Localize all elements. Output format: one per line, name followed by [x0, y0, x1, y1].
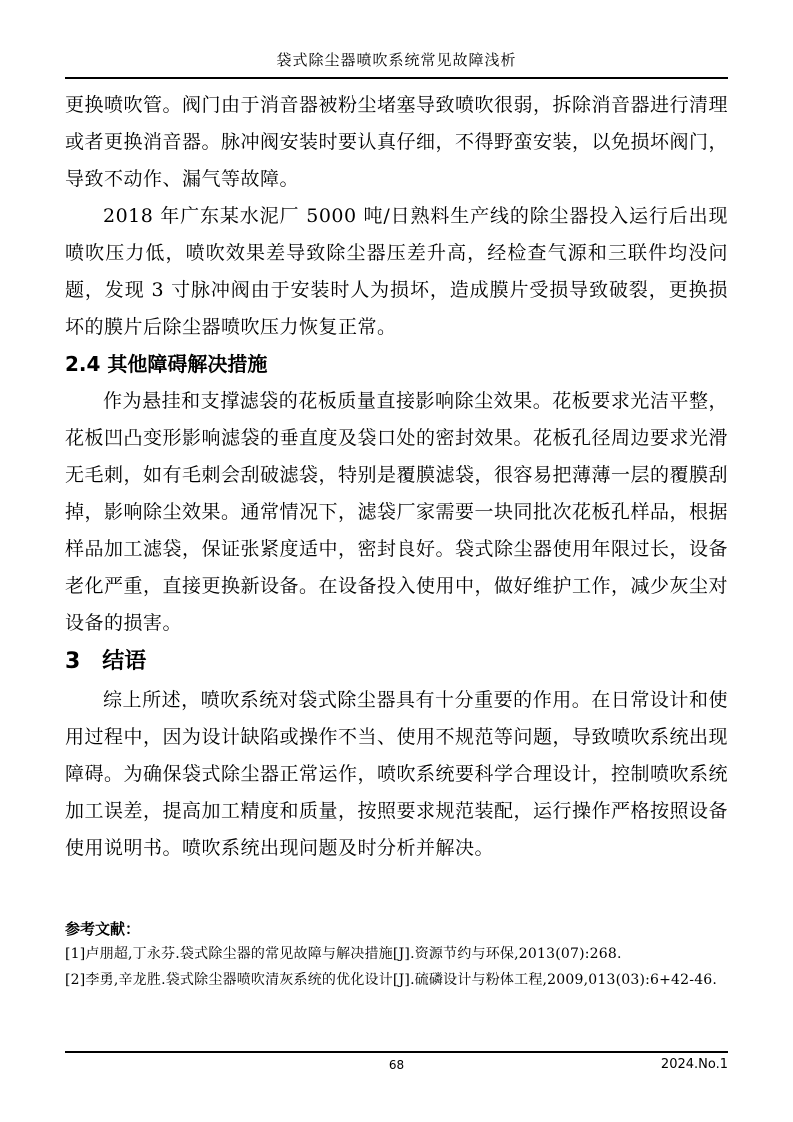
paragraph-case-study: 2018 年广东某水泥厂 5000 吨/日熟料生产线的除尘器投入运行后出现喷吹压力低，喷吹效果差导致除尘器压差升高，经检查气源和三联件均没问题，发现 3 寸脉冲阀由于安装时人为损坏，造成膜片受损导致破裂，更换损坏的膜片后除尘器喷吹压力恢复正常。	[65, 205, 728, 338]
reference-item: [2]李勇,辛龙胜.袋式除尘器喷吹清灰系统的优化设计[J].硫磷设计与粉体工程,2009,013(03):6+42-46.	[65, 972, 718, 988]
running-title: 袋式除尘器喷吹系统常见故障浅析	[276, 51, 517, 69]
footer-row	[65, 1055, 728, 1077]
reference-item: [1]卢朋超,丁永芬.袋式除尘器的常见故障与解决措施[J].资源节约与环保,2013(07):268.	[65, 946, 622, 962]
references-heading: 参考文献：	[65, 920, 141, 938]
article-body	[65, 79, 728, 993]
footer-rule	[65, 1051, 728, 1053]
paragraph-continuation: 更换喷吹管。阀门由于消音器被粉尘堵塞导致喷吹很弱，拆除消音器进行清理或者更换消音器。脉冲阀安装时要认真仔细，不得野蛮安装，以免损坏阀门，导致不动作、漏气等故障。	[65, 94, 729, 190]
section-heading-2-4: 2.4 其他障碍解决措施	[65, 352, 268, 376]
page-number: 68	[388, 1058, 405, 1072]
references-section	[65, 917, 728, 993]
section-heading-3: 3 结语	[65, 649, 147, 674]
paragraph-conclusion: 综上所述，喷吹系统对袋式除尘器具有十分重要的作用。在日常设计和使用过程中，因为设计缺陷或操作不当、使用不规范等问题，导致喷吹系统出现障碍。为确保袋式除尘器正常运作，喷吹系统要科学合理设计，控制喷吹系统加工误差，提高加工精度和质量，按照要求规范装配，运行操作严格按照设备使用说明书。喷吹系统出现问题及时分析并解决。	[65, 689, 729, 859]
issue-label: 2024.No.1	[660, 1057, 728, 1072]
page-header	[65, 0, 728, 79]
paragraph-section-2-4: 作为悬挂和支撑滤袋的花板质量直接影响除尘效果。花板要求光洁平整，花板凹凸变形影响滤袋的垂直度及袋口处的密封效果。花板孔径周边要求光滑无毛刺，如有毛刺会刮破滤袋，特别是覆膜滤袋，很容易把薄薄一层的覆膜刮掉，影响除尘效果。通常情况下，滤袋厂家需要一块同批次花板孔样品，根据样品加工滤袋，保证张紧度适中，密封良好。袋式除尘器使用年限过长，设备老化严重，直接更换新设备。在设备投入使用中，做好维护工作，减少灰尘对设备的损害。	[65, 390, 729, 634]
page-footer	[65, 1051, 728, 1077]
